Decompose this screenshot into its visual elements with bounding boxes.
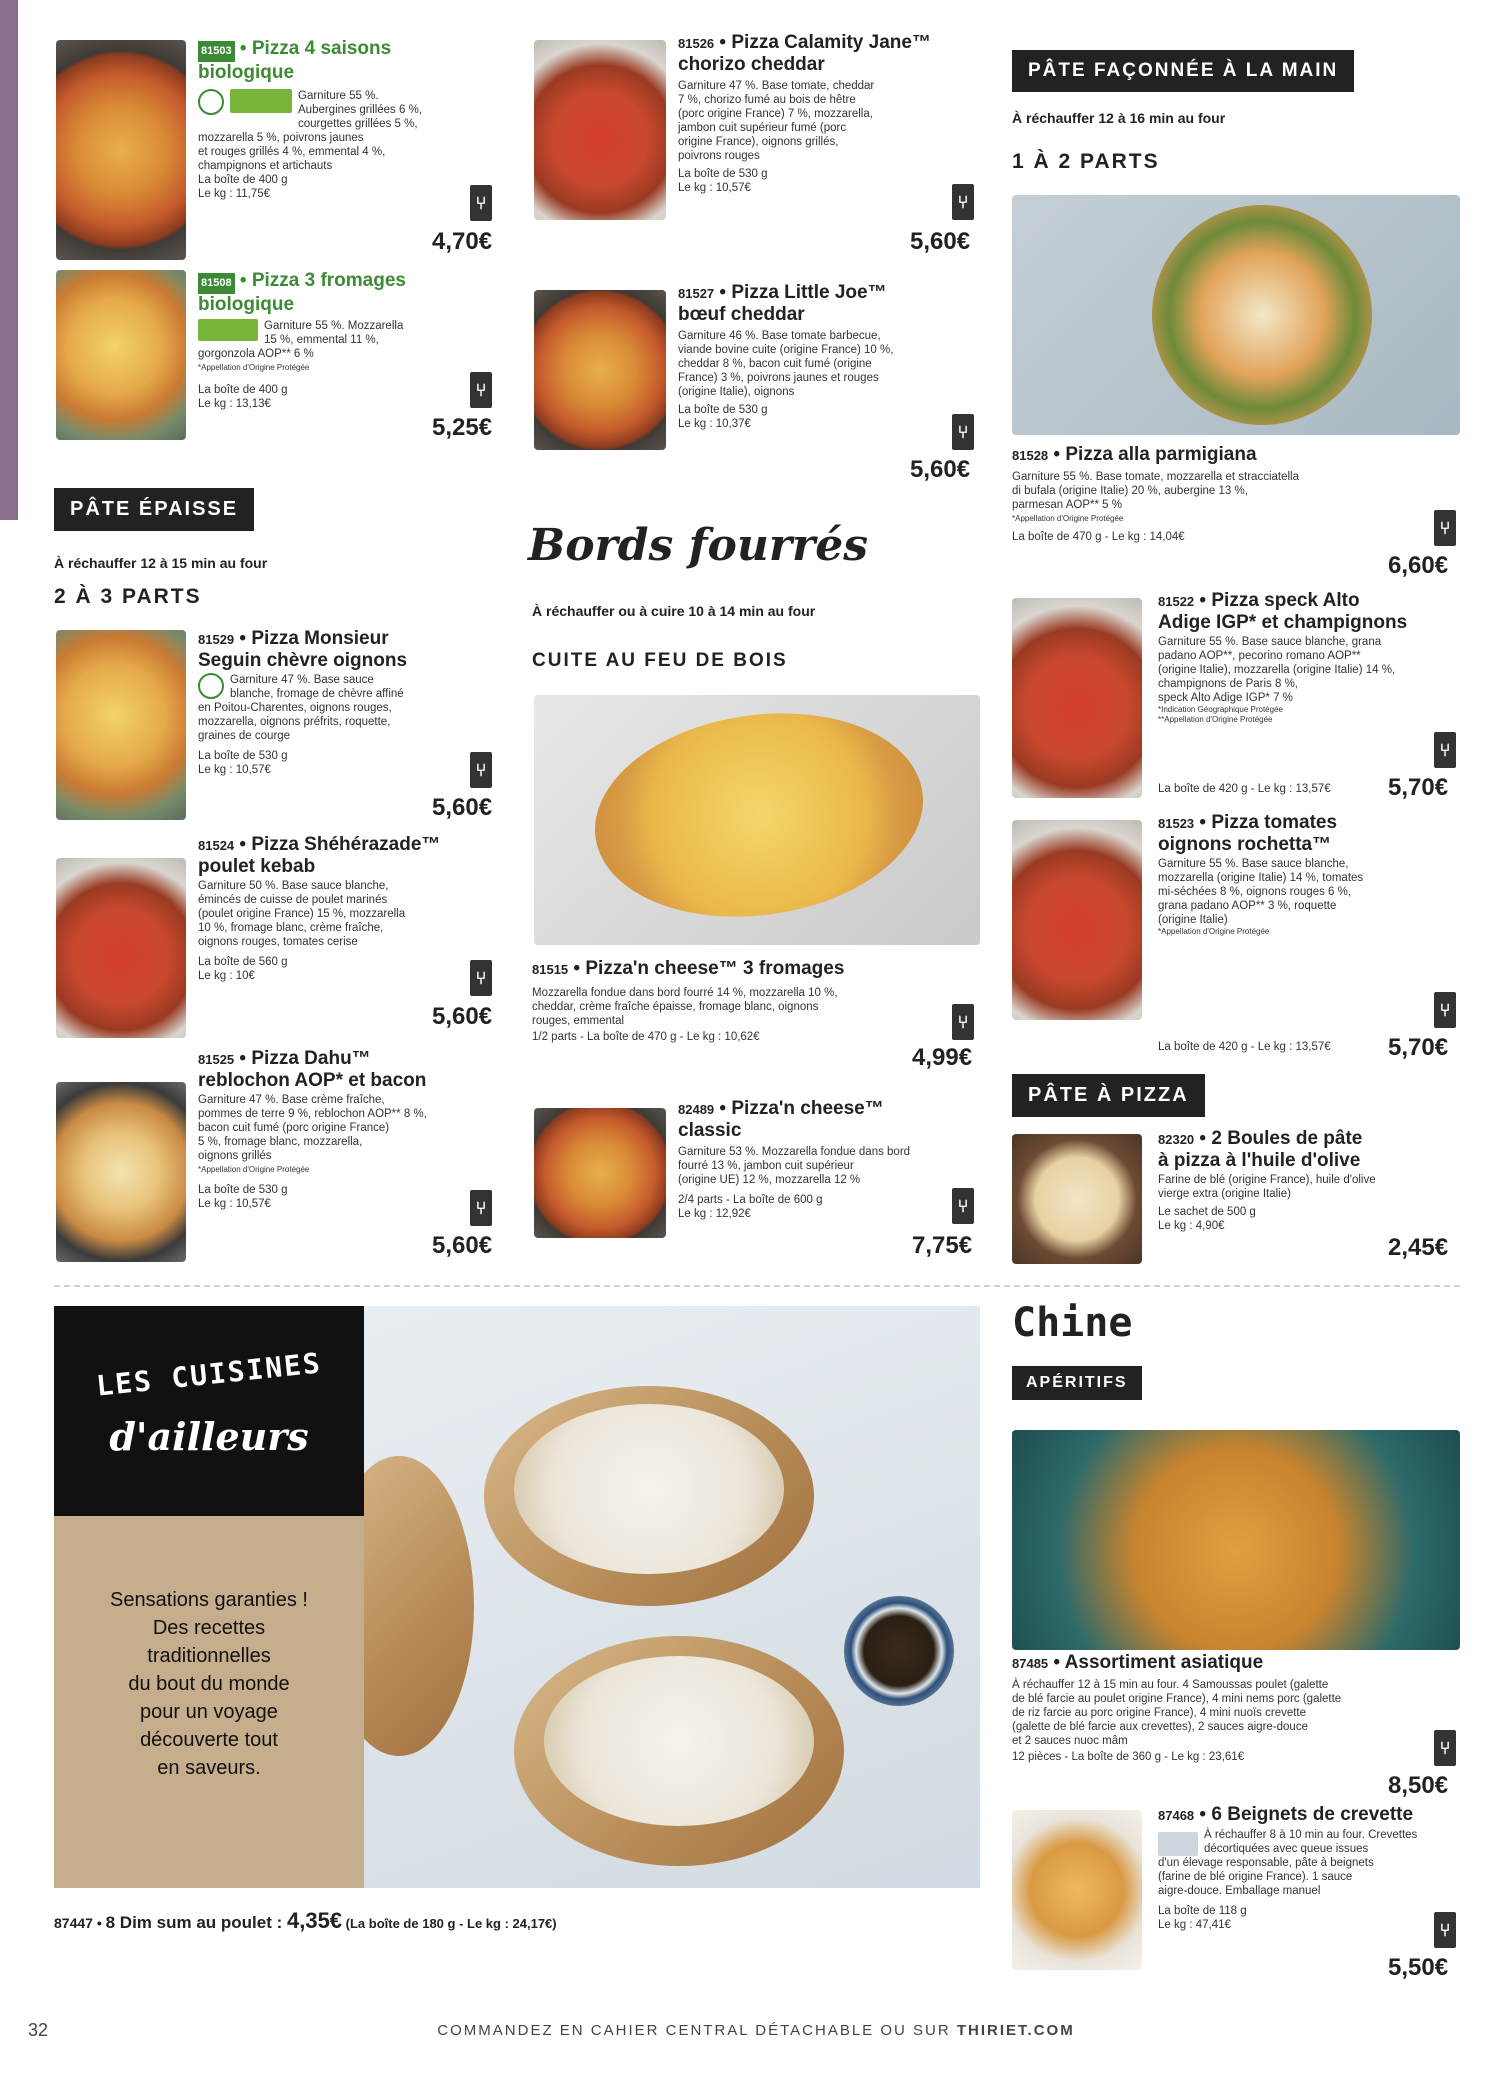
product-title: Pizza Monsieur [251, 628, 389, 649]
pizza-3-fromages-photo [56, 270, 186, 440]
page-number: 32 [28, 2020, 49, 2040]
fork-knife-icon: ⑂ [1434, 510, 1456, 546]
pizza-parmigiana-photo-bg [1012, 195, 1460, 435]
fork-knife-icon: ⑂ [470, 752, 492, 788]
desc-line: fourré 13 %, jambon cuit supérieur [678, 1160, 854, 1172]
promo-line: en saveurs. [157, 1757, 261, 1779]
product-title-line2: biologique [198, 62, 295, 83]
desc-line: graines de courge [198, 730, 291, 742]
pizza-n-cheese-classic-photo [534, 1108, 666, 1238]
promo-line: traditionnelles [147, 1645, 271, 1667]
product-title-line2: à pizza à l'huile d'olive [1158, 1150, 1361, 1171]
product-title: Pizza'n cheese™ 3 fromages [585, 958, 845, 979]
desc-line: Garniture 55 %. Base sauce blanche, grana [1158, 636, 1382, 648]
price-per-kg: Le kg : 10,37€ [678, 418, 751, 430]
box-weight: La boîte de 530 g [678, 404, 768, 416]
desc-line: émincés de cuisse de poulet marinés [198, 894, 388, 906]
product-price: 7,75€ [912, 1232, 973, 1259]
product-price: 4,35€ [286, 1908, 343, 1933]
product-code: 81508 [198, 273, 235, 294]
product-81515: 81515 • Pizza'n cheese™ 3 fromages Mozzarella fondue dans bord fourré 14 %, mozzarella 10 %, cheddar, crème fraîche épaisse, fromage blanc, oignons rouges, emmental 1/2 parts - La boîte de 470 g - Le kg : 10,62€ [532, 958, 952, 1044]
desc-line: courgettes grillées 5 %, [298, 118, 418, 130]
desc-line: origine France), oignons grillés, [678, 136, 839, 148]
desc-line: (porc origine France) 7 %, mozzarella, [678, 108, 873, 120]
dim-sum-bottom [544, 1656, 814, 1826]
reheat-instructions: À réchauffer 12 à 15 min au four [54, 555, 268, 571]
product-price: 4,99€ [912, 1044, 973, 1071]
price-per-kg: Le kg : 47,41€ [1158, 1919, 1231, 1931]
desc-line: (poulet origine France) 15 %, mozzarella [198, 908, 406, 920]
fork-knife-icon: ⑂ [1434, 992, 1456, 1028]
product-title-line2: reblochon AOP* et bacon [198, 1070, 427, 1091]
desc-line: Garniture 50 %. Base sauce blanche, [198, 880, 389, 892]
pizza-n-cheese-photo-bg [534, 695, 980, 945]
section-title-chine: Chine [1012, 1300, 1133, 1346]
product-81527: 81527 • Pizza Little Joe™ bœuf cheddar Garniture 46 %. Base tomate barbecue, viande bovine cuite (origine France) 10 %, cheddar 8 %, bacon cuit fumé (origine France) 3 %, poivrons jaunes et rouges (origine Italie), oignons La boîte de 530 g Le kg : 10,37€ [678, 282, 988, 431]
price-per-kg: Le kg : 10,57€ [198, 1198, 271, 1210]
desc-line: À réchauffer 8 à 10 min au four. Crevettes [1204, 1829, 1418, 1841]
fork-knife-icon: ⑂ [952, 1188, 974, 1224]
product-81526: 81526 • Pizza Calamity Jane™ chorizo cheddar Garniture 47 %. Base tomate, cheddar 7 %, chorizo fumé au bois de hêtre (porc origine France) 7 %, mozzarella, jambon cuit supérieur fumé (porc origine France), oignons grillés, poivrons rouges La boîte de 530 g Le kg : 10,57€ [678, 32, 988, 195]
desc-line: et rouges grillés 4 %, emmental 4 %, [198, 146, 386, 158]
section-title-bords-fourres: Bords fourrés [528, 520, 868, 571]
product-price: 5,60€ [910, 228, 971, 255]
desc-line: 5 %, fromage blanc, mozzarella, [198, 1136, 363, 1148]
fork-knife-icon: ⑂ [470, 960, 492, 996]
promo-line: du bout du monde [128, 1673, 290, 1695]
desc-line: cheddar, crème fraîche épaisse, fromage blanc, oignons [532, 1001, 819, 1013]
subtitle-feu-de-bois: CUITE AU FEU DE BOIS [532, 650, 788, 671]
responsible-farming-icon [1158, 1832, 1198, 1856]
pizza-dahu-photo [56, 1082, 186, 1262]
desc-line: aigre-douce. Emballage manuel [1158, 1885, 1321, 1897]
product-price: 5,70€ [1388, 1034, 1449, 1061]
box-weight: (La boîte de 180 g - Le kg : 24,17€) [342, 1916, 557, 1931]
promo-line: pour un voyage [140, 1701, 278, 1723]
desc-line: (origine Italie) [1158, 914, 1228, 926]
price-per-kg: Le kg : 11,75€ [198, 188, 271, 200]
desc-line: (origine UE) 12 %, mozzarella 12 % [678, 1174, 861, 1186]
promo-title: LES CUISINES [94, 1346, 324, 1403]
product-title: Pizza alla parmigiana [1065, 444, 1257, 465]
product-81524: 81524 • Pizza Shéhérazade™ poulet kebab Garniture 50 %. Base sauce blanche, émincés de cuisse de poulet marinés (poulet origine France) 15 %, mozzarella 10 %, fromage blanc, crème fraîche, oignons rouges, tomates cerise La boîte de 560 g Le kg : 10€ [198, 834, 508, 983]
steamer-lid [364, 1456, 474, 1756]
desc-line: Garniture 53 %. Mozzarella fondue dans bord [678, 1146, 911, 1158]
desc-line: mozzarella, oignons préfrits, roquette, [198, 716, 391, 728]
reheat-instructions: À réchauffer 12 à 16 min au four [1012, 110, 1226, 126]
product-code: 82489 [678, 1102, 715, 1117]
box-weight: 1/2 parts - La boîte de 470 g - Le kg : 10,62€ [532, 1031, 760, 1043]
desc-line: mi-séchées 8 %, oignons rouges 6 %, [1158, 886, 1352, 898]
box-weight: La boîte de 420 g - Le kg : 13,57€ [1158, 1041, 1331, 1053]
desc-line: À réchauffer 12 à 15 min au four. 4 Samoussas poulet (galette [1012, 1679, 1329, 1691]
desc-line: (farine de blé origine France). 1 sauce [1158, 1871, 1353, 1883]
product-price: 2,45€ [1388, 1234, 1449, 1261]
product-title-line2: poulet kebab [198, 856, 316, 877]
product-81528: 81528 • Pizza alla parmigiana Garniture 55 %. Base tomate, mozzarella et stracciatella di bufala (origine Italie) 20 %, aubergine 13 %, parmesan AOP** 5 % *Appellation d'Origine Protégée La boîte de 470 g - Le kg : 14,04€ [1012, 444, 1462, 544]
footnote: **Appellation d'Origine Protégée [1158, 715, 1273, 724]
desc-line: Garniture 47 %. Base tomate, cheddar [678, 80, 875, 92]
product-title: Assortiment asiatique [1064, 1652, 1264, 1673]
section-divider [54, 1285, 1460, 1287]
product-code: 81525 [198, 1052, 235, 1067]
desc-line: mozzarella 5 %, poivrons jaunes [198, 132, 364, 144]
box-weight: La boîte de 470 g - Le kg : 14,04€ [1012, 531, 1185, 543]
product-title: Pizza 4 saisons [251, 38, 392, 59]
desc-line: Garniture 46 %. Base tomate barbecue, [678, 330, 881, 342]
promo-title-script: d'ailleurs [109, 1414, 309, 1459]
product-code: 87447 [54, 1915, 93, 1931]
product-title: Pizza tomates [1211, 812, 1338, 833]
box-weight: La boîte de 420 g - Le kg : 13,57€ [1158, 783, 1331, 795]
dough-balls-photo [1012, 1134, 1142, 1264]
desc-line: France) 3 %, poivrons jaunes et rouges [678, 372, 879, 384]
pizza-seguin-photo [56, 630, 186, 820]
desc-line: (origine Italie), mozzarella (origine Italie) 14 %, [1158, 664, 1396, 676]
desc-line: 15 %, emmental 11 %, [264, 334, 379, 346]
product-81523: 81523 • Pizza tomates oignons rochetta™ Garniture 55 %. Base sauce blanche, mozzarella (origine Italie) 14 %, tomates mi-séchées 8 %, oignons rouges 6 %, grana padano AOP** 3 %, roquette (origine Italie) *Appellation d'Origine Protégée [1158, 812, 1458, 937]
section-title-pate-faconnee: PÂTE FAÇONNÉE À LA MAIN [1012, 50, 1354, 92]
footer-brand-link[interactable]: THIRIET.COM [956, 2022, 1075, 2039]
desc-line: Garniture 55 %. Base tomate, mozzarella et stracciatella [1012, 471, 1299, 483]
desc-line: mozzarella (origine Italie) 14 %, tomates [1158, 872, 1364, 884]
reheat-instructions: À réchauffer ou à cuire 10 à 14 min au four [532, 603, 816, 619]
veggie-logo-icon [198, 673, 224, 699]
sidebar-strip [0, 0, 18, 520]
product-title-line2: biologique [198, 294, 295, 315]
desc-line: champignons de Paris 8 %, [1158, 678, 1298, 690]
footnote: *Appellation d'Origine Protégée [198, 1165, 310, 1174]
box-weight: 2/4 parts - La boîte de 600 g [678, 1194, 823, 1206]
desc-line: Garniture 47 %. Base crème fraîche, [198, 1094, 385, 1106]
box-weight: La boîte de 530 g [198, 750, 288, 762]
product-price: 5,25€ [432, 414, 493, 441]
desc-line: bacon cuit fumé (porc origine France) [198, 1122, 390, 1134]
product-81503: 81503 • Pizza 4 saisons biologique Garniture 55 %. Aubergines grillées 6 %, courgettes grillées 5 %, mozzarella 5 %, poivrons jaunes et rouges grillés 4 %, emmental 4 %, champignons et artichauts La boîte de 400 g Le kg : 11,75€ [198, 38, 498, 201]
desc-line: Aubergines grillées 6 %, [298, 104, 423, 116]
parts-count: 2 À 3 PARTS [54, 585, 202, 608]
product-title: Pizza 3 fromages [251, 270, 406, 291]
product-code: 87468 [1158, 1808, 1195, 1823]
desc-line: Farine de blé (origine France), huile d'olive [1158, 1174, 1376, 1186]
desc-line: padano AOP**, pecorino romano AOP** [1158, 650, 1361, 662]
price-per-kg: Le kg : 13,13€ [198, 398, 271, 410]
product-title: 6 Beignets de crevette [1211, 1804, 1414, 1825]
product-82489: 82489 • Pizza'n cheese™ classic Garniture 53 %. Mozzarella fondue dans bord fourré 13 %, jambon cuit supérieur (origine UE) 12 %, mozzarella 12 % 2/4 parts - La boîte de 600 g Le kg : 12,92€ [678, 1098, 988, 1221]
product-price: 5,70€ [1388, 774, 1449, 801]
price-per-kg: Le kg : 4,90€ [1158, 1220, 1225, 1232]
pizza-parmigiana-photo [1152, 205, 1372, 425]
product-87468: 87468 • 6 Beignets de crevette À réchauffer 8 à 10 min au four. Crevettes décortiquées avec queue issues d'un élevage responsable, pâte à beignets (farine de blé origine France). 1 sauce aigre-douce. Emballage manuel La boîte de 118 g Le kg : 47,41€ [1158, 1804, 1458, 1932]
fork-knife-icon: ⑂ [952, 1004, 974, 1040]
assortiment-asiatique-photo [1012, 1430, 1460, 1650]
product-87485: 87485 • Assortiment asiatique À réchauffer 12 à 15 min au four. 4 Samoussas poulet (galette de blé farcie au poulet origine France), 4 mini nems porc (galette de riz farcie au porc origine France), 4 mini nuoïs crevette (galette de blé farcie aux crevettes), 2 sauces aigre-douce et 2 sauces nuoc mâm 12 pièces - La boîte de 360 g - Le kg : 23,61€ [1012, 1652, 1452, 1764]
fork-knife-icon: ⑂ [470, 1190, 492, 1226]
eu-organic-leaf-icon [198, 319, 258, 341]
fork-knife-icon: ⑂ [1434, 1730, 1456, 1766]
desc-line: (origine Italie), oignons [678, 386, 795, 398]
box-weight: 12 pièces - La boîte de 360 g - Le kg : 23,61€ [1012, 1751, 1245, 1763]
fork-knife-icon: ⑂ [952, 184, 974, 220]
fork-knife-icon: ⑂ [952, 414, 974, 450]
footnote: *Indication Géographique Protégée [1158, 705, 1283, 714]
desc-line: et 2 sauces nuoc mâm [1012, 1735, 1128, 1747]
product-title: Pizza Little Joe™ [731, 282, 887, 303]
desc-line: jambon cuit supérieur fumé (porc [678, 122, 847, 134]
product-81529: 81529 • Pizza Monsieur Seguin chèvre oignons Garniture 47 %. Base sauce blanche, fromage de chèvre affiné en Poitou-Charentes, oignons rouges, mozzarella, oignons préfrits, roquette, graines de courge La boîte de 530 g Le kg : 10,57€ [198, 628, 508, 777]
pizza-little-joe-photo [534, 290, 666, 450]
product-code: 81515 [532, 962, 569, 977]
desc-line: 7 %, chorizo fumé au bois de hêtre [678, 94, 856, 106]
box-weight: La boîte de 400 g [198, 174, 288, 186]
desc-line: oignons grillés [198, 1150, 272, 1162]
box-weight: La boîte de 530 g [198, 1184, 288, 1196]
product-code: 81524 [198, 838, 235, 853]
pizza-n-cheese-photo [582, 695, 937, 937]
product-title: Pizza Dahu™ [251, 1048, 371, 1069]
product-price: 5,60€ [432, 1003, 493, 1030]
price-per-kg: Le kg : 10,57€ [198, 764, 271, 776]
price-per-kg: Le kg : 12,92€ [678, 1208, 751, 1220]
price-per-kg: Le kg : 10,57€ [678, 182, 751, 194]
dim-sum-photo-bg [364, 1306, 980, 1888]
product-price: 4,70€ [432, 228, 493, 255]
desc-line: Mozzarella fondue dans bord fourré 14 %, mozzarella 10 %, [532, 987, 838, 999]
box-weight: Le sachet de 500 g [1158, 1206, 1256, 1218]
product-code: 81503 [198, 41, 235, 62]
product-title-line2: chorizo cheddar [678, 54, 825, 75]
pizza-speck-photo [1012, 598, 1142, 798]
desc-line: décortiquées avec queue issues [1204, 1843, 1369, 1855]
footnote: *Appellation d'Origine Protégée [1158, 927, 1270, 936]
box-weight: La boîte de 118 g [1158, 1905, 1247, 1917]
product-price: 5,50€ [1388, 1954, 1449, 1981]
footer-text: COMMANDEZ EN CAHIER CENTRAL DÉTACHABLE OU SUR [437, 2022, 957, 2039]
product-81522: 81522 • Pizza speck Alto Adige IGP* et champignons Garniture 55 %. Base sauce blanche, grana padano AOP**, pecorino romano AOP** (origine Italie), mozzarella (origine Italie) 14 %, champignons de Paris 8 %, speck Alto Adige IGP* 7 % *Indication Géographique Protégée **Appellation d'Origine Protégée [1158, 590, 1458, 725]
pizza-tomates-oignons-photo [1012, 820, 1142, 1020]
desc-line: vierge extra (origine Italie) [1158, 1188, 1291, 1200]
desc-line: Garniture 47 %. Base sauce [230, 674, 374, 686]
promo-text [54, 1586, 364, 1782]
badge-aperitifs: APÉRITIFS [1012, 1366, 1142, 1400]
pizza-calamity-jane-photo [534, 40, 666, 220]
desc-line: grana padano AOP** 3 %, roquette [1158, 900, 1337, 912]
product-title-line2: oignons rochetta™ [1158, 834, 1332, 855]
desc-line: rouges, emmental [532, 1015, 625, 1027]
box-weight: La boîte de 560 g [198, 956, 288, 968]
product-title: Pizza speck Alto [1211, 590, 1360, 611]
product-code: 81528 [1012, 448, 1049, 463]
product-price: 5,60€ [432, 794, 493, 821]
desc-line: de blé farcie au poulet origine France), 4 mini nems porc (galette [1012, 1693, 1342, 1705]
footer [0, 2022, 1512, 2039]
promo-line: découverte tout [140, 1729, 278, 1751]
product-price: 5,60€ [910, 456, 971, 483]
product-title-line2: bœuf cheddar [678, 304, 805, 325]
desc-line: poivrons rouges [678, 150, 760, 162]
desc-line: Garniture 55 %. [298, 90, 379, 102]
soy-sauce-bowl [844, 1596, 954, 1706]
desc-line: speck Alto Adige IGP* 7 % [1158, 692, 1293, 704]
box-weight: La boîte de 400 g [198, 384, 288, 396]
fork-knife-icon: ⑂ [470, 372, 492, 408]
product-price: 8,50€ [1388, 1772, 1449, 1799]
pizza-4-saisons-photo [56, 40, 186, 260]
desc-line: pommes de terre 9 %, reblochon AOP** 8 %, [198, 1108, 427, 1120]
desc-line: di bufala (origine Italie) 20 %, aubergine 13 %, [1012, 485, 1248, 497]
footnote: *Appellation d'Origine Protégée [198, 363, 310, 372]
product-81525: 81525 • Pizza Dahu™ reblochon AOP* et bacon Garniture 47 %. Base crème fraîche, pommes de terre 9 %, reblochon AOP** 8 %, bacon cuit fumé (porc origine France) 5 %, fromage blanc, mozzarella, oignons grillés *Appellation d'Origine Protégée La boîte de 530 g Le kg : 10,57€ [198, 1048, 508, 1211]
product-title-line2: Seguin chèvre oignons [198, 650, 408, 671]
product-code: 81526 [678, 36, 715, 51]
dim-sum-top [514, 1404, 784, 1574]
product-title-line2: classic [678, 1120, 742, 1141]
section-title-pate-epaisse: PÂTE ÉPAISSE [54, 488, 254, 531]
price-per-kg: Le kg : 10€ [198, 970, 255, 982]
product-price: 5,60€ [432, 1232, 493, 1259]
footnote: *Appellation d'Origine Protégée [1012, 514, 1124, 523]
promo-header [54, 1306, 364, 1516]
desc-line: en Poitou-Charentes, oignons rouges, [198, 702, 392, 714]
product-code: 87485 [1012, 1656, 1049, 1671]
bio-logo-icon [198, 89, 224, 115]
fork-knife-icon: ⑂ [1434, 1912, 1456, 1948]
eu-organic-leaf-icon [230, 89, 292, 113]
product-code: 81527 [678, 286, 715, 301]
desc-line: cheddar 8 %, bacon cuit fumé (origine [678, 358, 872, 370]
desc-line: oignons rouges, tomates cerise [198, 936, 358, 948]
product-title: 8 Dim sum au poulet : [105, 1913, 287, 1932]
desc-line: blanche, fromage de chèvre affiné [230, 688, 404, 700]
desc-line: viande bovine cuite (origine France) 10 %, [678, 344, 894, 356]
product-82320: 82320 • 2 Boules de pâte à pizza à l'huile d'olive Farine de blé (origine France), huile d'olive vierge extra (origine Italie) Le sachet de 500 g Le kg : 4,90€ [1158, 1128, 1458, 1233]
product-title: Pizza Shéhérazade™ [251, 834, 441, 855]
fork-knife-icon: ⑂ [470, 185, 492, 221]
product-code: 81529 [198, 632, 235, 647]
product-title: Pizza Calamity Jane™ [731, 32, 931, 53]
pizza-sheherazade-photo [56, 858, 186, 1038]
desc-line: gorgonzola AOP** 6 % [198, 348, 314, 360]
desc-line: parmesan AOP** 5 % [1012, 499, 1122, 511]
promo-line: Sensations garanties ! [110, 1589, 308, 1611]
product-code: 81522 [1158, 594, 1195, 609]
desc-line: de riz farcie au porc origine France), 4 mini nuoïs crevette [1012, 1707, 1307, 1719]
product-code: 81523 [1158, 816, 1195, 831]
desc-line: (galette de blé farcie aux crevettes), 2 sauces aigre-douce [1012, 1721, 1308, 1733]
product-title-line2: Adige IGP* et champignons [1158, 612, 1408, 633]
dim-sum-caption: 87447 • 8 Dim sum au poulet : 4,35€ (La boîte de 180 g - Le kg : 24,17€) [54, 1908, 557, 1933]
desc-line: champignons et artichauts [198, 160, 333, 172]
product-title: 2 Boules de pâte [1211, 1128, 1363, 1149]
parts-count: 1 À 2 PARTS [1012, 150, 1160, 173]
promo-line: Des recettes [152, 1617, 266, 1639]
desc-line: Garniture 55 %. Mozzarella [264, 320, 404, 332]
product-price: 6,60€ [1388, 552, 1449, 579]
desc-line: d'un élevage responsable, pâte à beignets [1158, 1857, 1374, 1869]
product-title: Pizza'n cheese™ [731, 1098, 884, 1119]
box-weight: La boîte de 530 g [678, 168, 768, 180]
fork-knife-icon: ⑂ [1434, 732, 1456, 768]
desc-line: Garniture 55 %. Base sauce blanche, [1158, 858, 1349, 870]
product-81508: 81508 • Pizza 3 fromages biologique Garniture 55 %. Mozzarella 15 %, emmental 11 %, gorgonzola AOP** 6 % *Appellation d'Origine Protégée La boîte de 400 g Le kg : 13,13€ [198, 270, 498, 411]
beignets-crevette-photo [1012, 1810, 1142, 1970]
desc-line: 10 %, fromage blanc, crème fraîche, [198, 922, 384, 934]
section-title-pate-a-pizza: PÂTE À PIZZA [1012, 1074, 1205, 1117]
product-code: 82320 [1158, 1132, 1195, 1147]
